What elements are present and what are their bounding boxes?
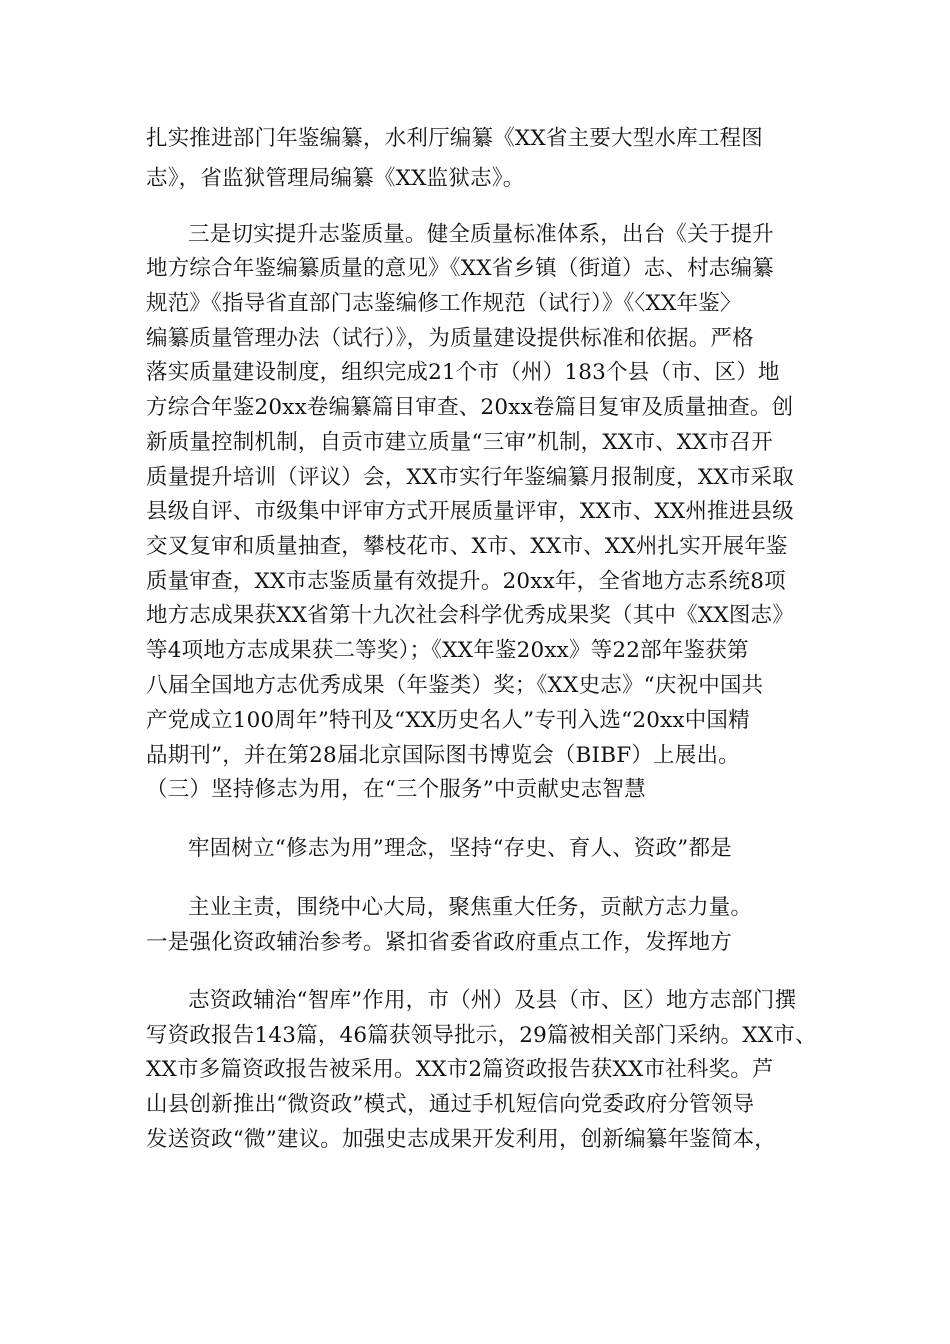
text-line: （三）坚持修志为用，在“三个服务”中贡献史志智慧 (146, 777, 646, 802)
paragraph-first-line: 主业主责，围绕中心大局，聚焦重大任务，贡献方志力量。 (188, 895, 753, 920)
text-line: 地方综合年鉴编纂质量的意见》《XX省乡镇（街道）志、村志编纂 (146, 256, 774, 281)
paragraph-first-line: 三是切实提升志鉴质量。健全质量标准体系，出台《关于提升 (188, 222, 774, 247)
text-line: 扎实推进部门年鉴编纂，水利厅编纂《XX省主要大型水库工程图 (146, 126, 763, 151)
text-line: 质量提升培训（评议）会，XX市实行年鉴编纂月报制度，XX市采取 (146, 465, 794, 490)
text-line: XX市多篇资政报告被采用。XX市2篇资政报告获XX市社科奖。芦 (146, 1057, 774, 1082)
text-line: 落实质量建设制度，组织完成21个市（州）183个县（市、区）地 (146, 360, 780, 385)
text-line: 八届全国地方志优秀成果（年鉴类）奖；《XX史志》“庆祝中国共 (146, 673, 764, 698)
text-line: 产党成立100周年”特刊及“XX历史名人”专刊入选“20xx中国精 (146, 708, 750, 733)
text-line: 县级自评、市级集中评审方式开展质量评审，XX市、XX州推进县级 (146, 499, 794, 524)
text-line: 规范》《指导省直部门志鉴编修工作规范（试行）》《〈XX年鉴〉 (146, 291, 742, 316)
text-line: 地方志成果获XX省第十九次社会科学优秀成果奖（其中《XX图志》 (146, 603, 794, 628)
paragraph-first-line: 志资政辅治“智库”作用，市（州）及县（市、区）地方志部门撰 (188, 988, 797, 1013)
text-line: 志》，省监狱管理局编纂《XX监狱志》。 (146, 166, 525, 191)
section-heading: 牢固树立“修志为用”理念，坚持“存史、育人、资政”都是 (188, 836, 732, 861)
text-line: 新质量控制机制，自贡市建立质量“三审”机制，XX市、XX市召开 (146, 430, 773, 455)
text-line: 方综合年鉴20xx卷编纂篇目审查、20xx卷篇目复审及质量抽查。创 (146, 395, 794, 420)
text-line: 发送资政“微”建议。加强史志成果开发利用，创新编纂年鉴简本， (146, 1127, 776, 1152)
text-line: 等4项地方志成果获二等奖）；《XX年鉴20xx》等22部年鉴获第 (146, 638, 749, 663)
text-line: 品期刊”，并在第28届北京国际图书博览会（BIBF）上展出。 (146, 743, 740, 768)
text-line: 山县创新推出“微资政”模式，通过手机短信向党委政府分管领导 (146, 1092, 755, 1117)
text-line: 编纂质量管理办法（试行）》，为质量建设提供标准和依据。严格 (146, 326, 754, 351)
text-line: 质量审查，XX市志鉴质量有效提升。20xx年，全省地方志系统8项 (146, 569, 786, 594)
text-line: 一是强化资政辅治参考。紧扣省委省政府重点工作，发挥地方 (146, 930, 732, 955)
text-line: 交叉复审和质量抽查，攀枝花市、X市、XX市、XX州扎实开展年鉴 (146, 534, 788, 559)
text-line: 写资政报告143篇，46篇获领导批示，29篇被相关部门采纳。XX市、 (146, 1023, 817, 1048)
